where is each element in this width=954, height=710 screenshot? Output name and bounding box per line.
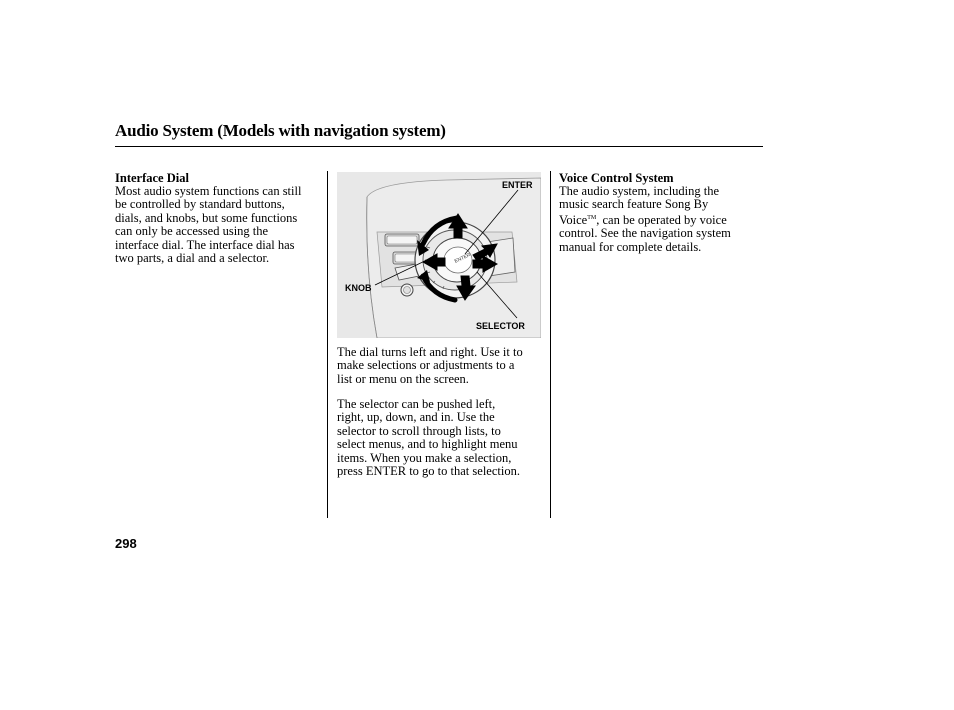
title-rule — [115, 146, 763, 147]
text-fragment: Voice — [559, 212, 588, 227]
text-line: right, up, down, and in. Use the — [337, 410, 495, 425]
text-line: The audio system, including the — [559, 184, 720, 198]
text-line: press ENTER to go to that selection. — [337, 464, 520, 479]
text-line: interface dial. The interface dial has — [115, 237, 295, 252]
text-line: dials, and knobs, but some functions — [115, 210, 298, 225]
interface-dial-illustration — [337, 172, 541, 338]
text-line: selector to scroll through lists, to — [337, 423, 501, 438]
text-line: control. See the navigation system — [559, 226, 731, 241]
column-divider-left — [327, 171, 328, 518]
text-line: items. When you make a selection, — [337, 450, 512, 465]
text-line: make selections or adjustments to a — [337, 358, 515, 373]
selector-label: SELECTOR — [476, 321, 525, 331]
text-line: music search feature Song By — [559, 197, 709, 212]
text-line: list or menu on the screen. — [337, 371, 469, 386]
text-line: manual for complete details. — [559, 239, 702, 254]
page-number: 298 — [115, 536, 137, 551]
text-line: select menus, and to highlight menu — [337, 437, 518, 452]
trademark-mark: TM — [587, 214, 597, 221]
interface-dial-text — [115, 185, 301, 265]
column-divider-right — [550, 171, 551, 518]
voice-control-text — [559, 185, 731, 254]
text-line: two parts, a dial and a selector. — [115, 251, 270, 266]
enter-label: ENTER — [502, 180, 533, 190]
text-line — [559, 212, 731, 227]
text-fragment: , can be operated by voice — [596, 212, 727, 227]
selector-description — [337, 398, 520, 478]
text-line: can only be accessed using the — [115, 224, 269, 239]
dial-center-marking: ENTER — [453, 252, 472, 265]
button-slot — [387, 236, 417, 244]
voice-control-heading: Voice Control System — [559, 171, 674, 185]
text-line: The dial turns left and right. Use it to — [337, 345, 523, 359]
knob-icon — [404, 287, 411, 294]
text-line: be controlled by standard buttons, — [115, 197, 285, 212]
text-line: Most audio system functions can still — [115, 184, 302, 198]
interface-dial-heading: Interface Dial — [115, 171, 189, 185]
page-title: Audio System (Models with navigation system) — [115, 121, 446, 140]
knob-label: KNOB — [345, 283, 372, 293]
dial-description — [337, 346, 523, 386]
text-line: The selector can be pushed left, — [337, 397, 496, 411]
